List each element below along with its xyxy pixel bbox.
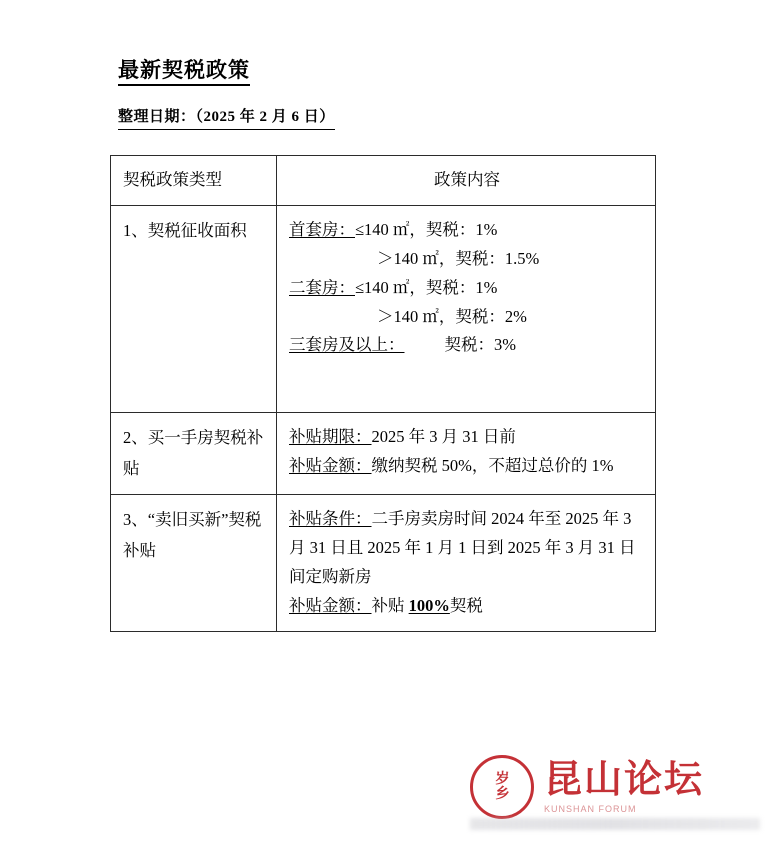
policy-table (110, 155, 656, 632)
row-1-line-2-text: ＞140 ㎡，契税：1.5% (377, 248, 540, 268)
row-2-type (111, 413, 277, 495)
table-row (111, 413, 656, 495)
row-3-line-1-label: 补贴条件： (289, 509, 372, 529)
row-1-type (111, 205, 277, 412)
seal-bottom-char: 乡 (495, 786, 509, 802)
header-policy-type: 契税政策类型 (111, 156, 277, 206)
row-1-line-1-label: 首套房： (289, 219, 355, 239)
row-3-line-2-label: 补贴金额： (289, 595, 372, 615)
row-1-line-5-text: 契税：3% (444, 335, 516, 355)
row-1-line-1 (289, 216, 645, 245)
page-title: 最新契税政策 (118, 58, 250, 86)
row-1-line-4-text: ＞140 ㎡，契税：2% (377, 306, 527, 326)
table-row (111, 495, 656, 632)
watermark-brand: 昆山论坛 (544, 757, 705, 801)
row-2-type-label: 2、买一手房契税补贴 (123, 428, 264, 478)
watermark-subtext: KUNSHAN FORUM (544, 804, 637, 814)
row-1-line-4 (289, 303, 645, 332)
row-3-line-2 (289, 592, 645, 621)
watermark-blur-strip (470, 818, 760, 830)
row-1-line-3 (289, 274, 645, 303)
table-header-row (111, 156, 656, 206)
row-3-line-2-prefix: 补贴 (371, 595, 409, 615)
row-2-content (277, 413, 656, 495)
row-1-line-1-text: ≤140 ㎡，契税：1% (355, 219, 498, 239)
row-2-line-2-label: 补贴金额： (289, 456, 372, 476)
row-1-content (277, 205, 656, 412)
row-3-content (277, 495, 656, 632)
row-1-type-label: 1、契税征收面积 (123, 220, 247, 240)
row-2-line-1 (289, 423, 645, 452)
row-2-line-1-text: 2025 年 3 月 31 日前 (371, 427, 516, 447)
row-3-line-2-suffix: 契税 (449, 595, 483, 615)
header-policy-content: 政策内容 (277, 156, 656, 206)
watermark-text (544, 757, 705, 814)
seal-icon (470, 755, 534, 819)
row-3-emphasis: 100% (408, 595, 450, 615)
row-2-line-2-text: 缴纳契税 50%，不超过总价的 1% (371, 456, 614, 476)
row-2-line-1-label: 补贴期限： (289, 427, 372, 447)
row-3-line-1-text: 二手房卖房时间 2024 年至 2025 年 3 月 31 日且 2025 年 1 月 1 日到 2025 年 3 月 31 日间定购新房 (289, 509, 636, 587)
row-3-line-1 (289, 505, 645, 592)
watermark (470, 755, 704, 819)
row-1-line-3-label: 二套房： (289, 277, 355, 297)
row-2-line-2 (289, 452, 645, 481)
row-3-type (111, 495, 277, 632)
row-1-line-5-label: 三套房及以上： (289, 335, 405, 355)
seal-top-char: 岁 (495, 771, 509, 787)
row-1-trailing-space (289, 360, 645, 402)
row-1-line-5 (289, 331, 645, 360)
table-row (111, 205, 656, 412)
row-1-line-2 (289, 245, 645, 274)
row-1-line-3-text: ≤140 ㎡，契税：1% (355, 277, 498, 297)
document-date: 整理日期：（2025 年 2 月 6 日） (118, 108, 335, 130)
row-3-type-label: 3、“卖旧买新”契税补贴 (123, 510, 262, 560)
